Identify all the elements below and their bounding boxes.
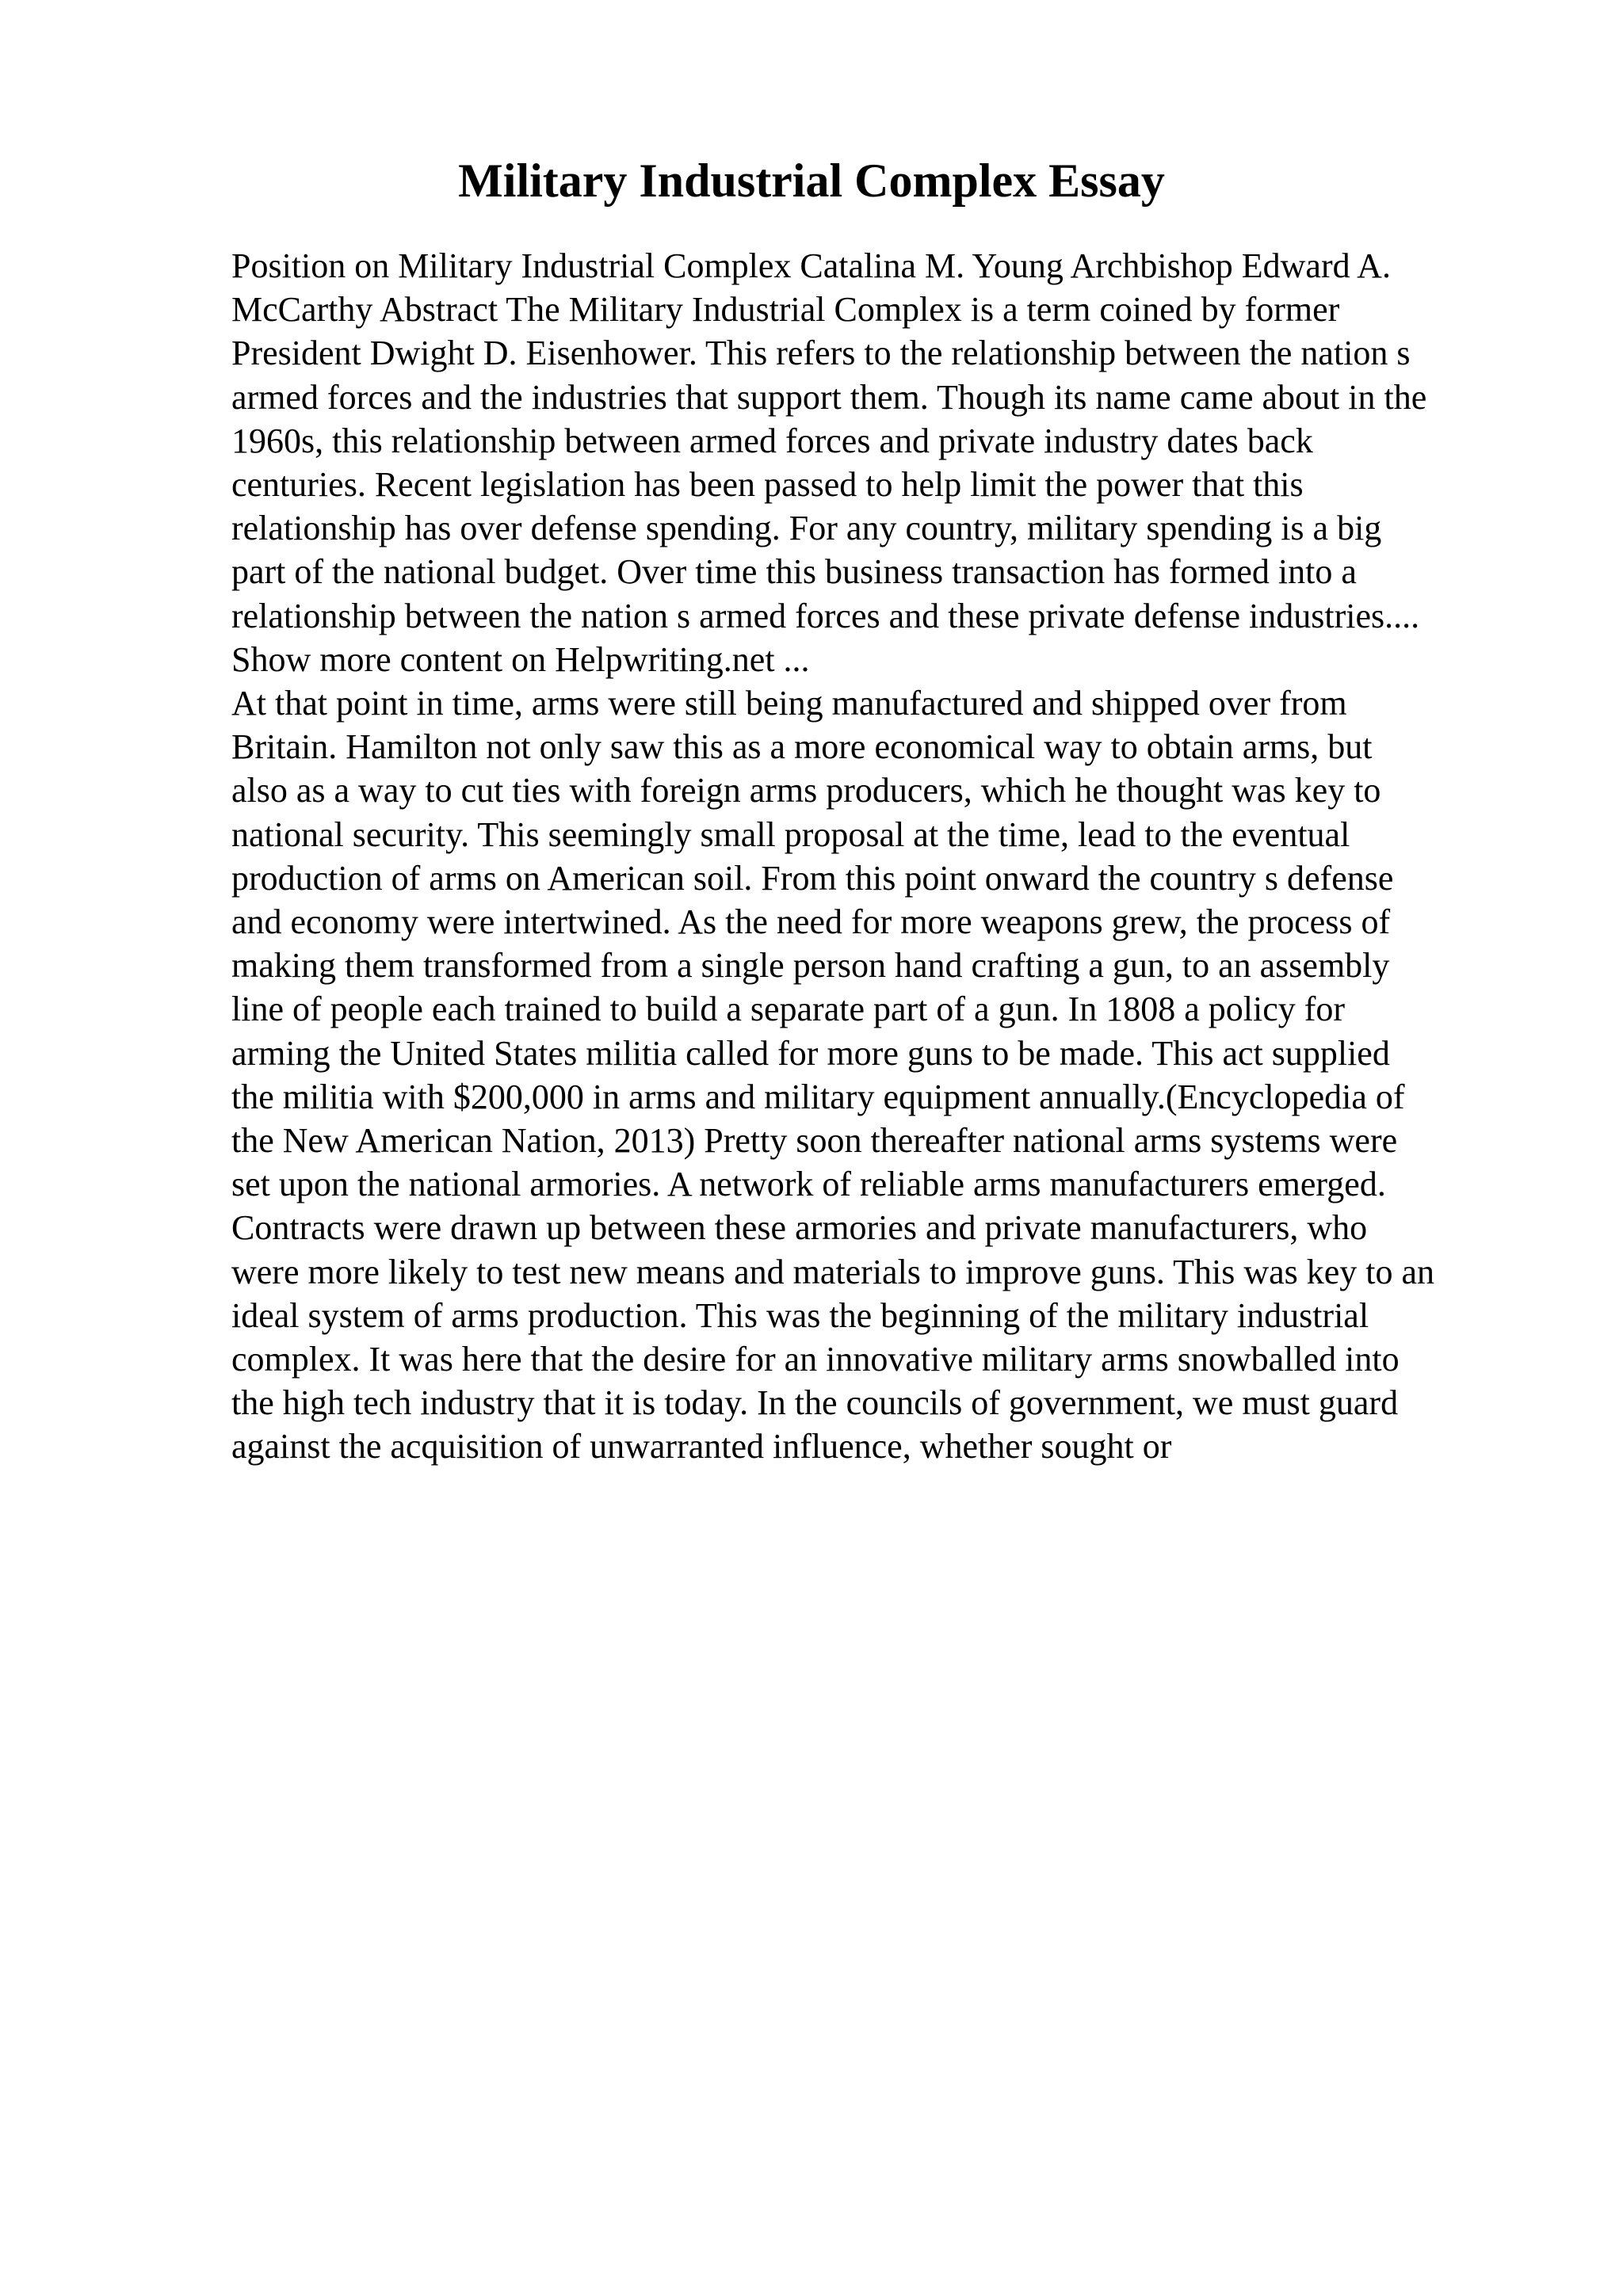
text-line: Britain. Hamilton not only saw this as a more economical way to obtain arms, but bbox=[231, 727, 1373, 767]
text-line: arming the United States militia called for more guns to be made. This act supplied bbox=[231, 1033, 1390, 1073]
text-line: the militia with $200,000 in arms and military equipment annually.(Encyclopedia of bbox=[231, 1077, 1405, 1116]
text-line: complex. It was here that the desire for an innovative military arms snowballed into bbox=[231, 1340, 1400, 1379]
text-line: against the acquisition of unwarranted influence, whether sought or bbox=[231, 1427, 1172, 1466]
text-line: Position on Military Industrial Complex Catalina M. Young Archbishop Edward A. bbox=[231, 246, 1391, 285]
text-line: production of arms on American soil. From this point onward the country s defense bbox=[231, 858, 1394, 898]
text-line: At that point in time, arms were still being manufactured and shipped over from bbox=[231, 684, 1347, 723]
text-line: also as a way to cut ties with foreign arms producers, which he thought was key to bbox=[231, 771, 1381, 810]
text-line: Contracts were drawn up between these armories and private manufacturers, who bbox=[231, 1208, 1368, 1248]
paragraph-1 bbox=[231, 244, 1515, 681]
text-line: national security. This seemingly small proposal at the time, lead to the eventual bbox=[231, 814, 1350, 854]
text-line: part of the national budget. Over time this business transaction has formed into a bbox=[231, 552, 1357, 592]
text-line: the New American Nation, 2013) Pretty soon thereafter national arms systems were bbox=[231, 1121, 1398, 1161]
text-line: set upon the national armories. A network of reliable arms manufacturers emerged. bbox=[231, 1165, 1386, 1204]
text-line: armed forces and the industries that support them. Though its name came about in the bbox=[231, 377, 1427, 417]
document-title: Military Industrial Complex Essay bbox=[458, 154, 1165, 207]
paragraph-2 bbox=[231, 681, 1515, 1469]
text-line: the high tech industry that it is today. In the councils of government, we must guard bbox=[231, 1383, 1399, 1423]
text-line: McCarthy Abstract The Military Industrial Complex is a term coined by former bbox=[231, 290, 1340, 330]
text-line: and economy were intertwined. As the need for more weapons grew, the process of bbox=[231, 902, 1391, 942]
text-line: line of people each trained to build a separate part of a gun. In 1808 a policy for bbox=[231, 990, 1346, 1029]
text-line: were more likely to test new means and materials to improve guns. This was key to an bbox=[231, 1252, 1435, 1291]
text-line: 1960s, this relationship between armed forces and private industry dates back bbox=[231, 421, 1313, 460]
text-line: making them transformed from a single person hand crafting a gun, to an assembly bbox=[231, 946, 1390, 986]
text-line: ideal system of arms production. This was the beginning of the military industrial bbox=[231, 1295, 1369, 1335]
text-line: centuries. Recent legislation has been passed to help limit the power that this bbox=[231, 465, 1304, 505]
document-body bbox=[231, 244, 1515, 1469]
text-line: relationship between the nation s armed forces and these private defense industries.... bbox=[231, 596, 1420, 635]
show-more-line: Show more content on Helpwriting.net ... bbox=[231, 639, 810, 679]
text-line: relationship has over defense spending. For any country, military spending is a big bbox=[231, 509, 1382, 548]
text-line: President Dwight D. Eisenhower. This refers to the relationship between the nation s bbox=[231, 334, 1411, 373]
